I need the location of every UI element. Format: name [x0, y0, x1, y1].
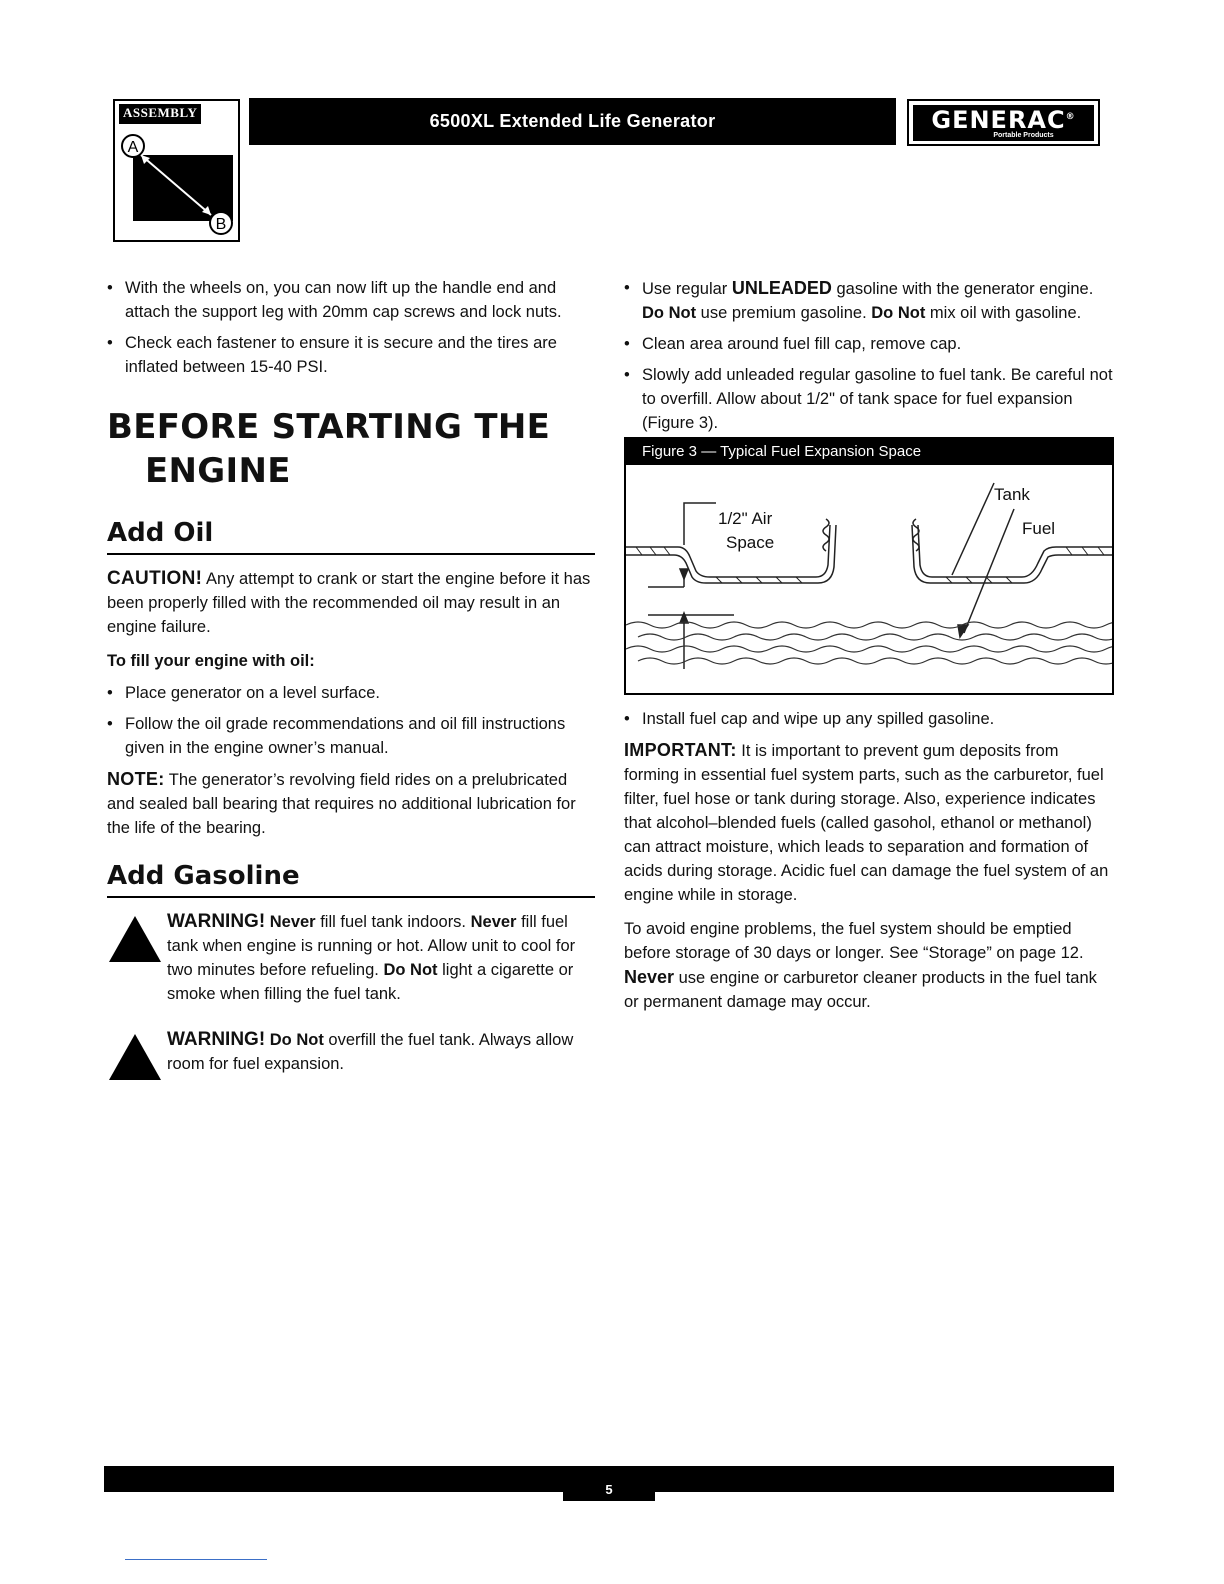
bullet-text: use premium gasoline.: [696, 304, 872, 322]
storage-text: use engine or carburetor cleaner products in the fuel tank or permanent damage may occur.: [624, 969, 1097, 1011]
section-title-line2: ENGINE: [145, 451, 291, 491]
footnote-divider: [125, 1559, 267, 1560]
generac-logo: [907, 99, 1100, 146]
add-gasoline-heading: Add Gasoline: [107, 860, 595, 898]
important-text: It is important to prevent gum deposits from forming in essential fuel system parts, such as the carburetor, fuel filter, fuel hose or tank during storage. Also, experience indicates that alcohol–blended fuels (called gasohol, ethanol or methanol) can attract moisture, which leads to separation and formation of acids during storage. Acidic fuel can damage the fuel system of an engine while in storage.: [624, 742, 1109, 904]
air-space-label-line1: 1/2" Air: [718, 509, 773, 528]
warning-text: fill fuel tank indoors.: [315, 913, 471, 931]
warning-overfill: [107, 1028, 595, 1076]
bullet-text: mix oil with gasoline.: [925, 304, 1082, 322]
warning-triangle-icon: [107, 1032, 163, 1082]
list-item: [624, 276, 1114, 325]
air-space-label-line2: Space: [726, 533, 775, 552]
brand-name: GENERAC: [931, 106, 1066, 134]
do-not-emphasis: Do Not: [871, 304, 926, 322]
section-title: [107, 405, 595, 493]
assembly-a-to-b-icon: [119, 129, 237, 237]
warning-fuel-indoors: [107, 910, 595, 1006]
brand-registered-mark: ®: [1065, 112, 1076, 122]
warning-emphasis: Do Not: [265, 1031, 324, 1049]
warning-text: fill fuel tank when engine is running or hot. Allow unit to cool for two minutes before refueling.: [167, 913, 576, 979]
storage-text: To avoid engine problems, the fuel system should be emptied before storage of 30 days or longer. See “Storage” on page 12.: [624, 920, 1084, 962]
oil-bullet-list: [107, 681, 595, 760]
gasoline-bullet-list: [624, 276, 1114, 435]
fuel-expansion-diagram: [626, 465, 1112, 693]
note-text: The generator’s revolving field rides on a prelubricated and sealed ball bearing that requires no additional lubrication for the life of the bearing.: [107, 771, 576, 837]
warning-emphasis: Do Not: [383, 961, 438, 979]
unleaded-emphasis: UNLEADED: [731, 278, 832, 298]
do-not-emphasis: Do Not: [642, 304, 697, 322]
bullet-text: Use regular: [642, 280, 732, 298]
assembly-section-icon: [113, 99, 240, 242]
list-item: • Place generator on a level surface.: [107, 681, 595, 705]
document-title: 6500XL Extended Life Generator: [429, 111, 716, 131]
caution-paragraph: [107, 567, 595, 639]
fuel-cap-bullet-list: [624, 707, 1114, 731]
caution-label: CAUTION!: [107, 568, 203, 589]
important-paragraph: [624, 738, 1114, 907]
list-item: • With the wheels on, you can now lift up the handle end and attach the support leg with 20mm cap screws and lock nuts.: [107, 276, 595, 324]
warning-emphasis: Never: [265, 913, 316, 931]
list-item: • Check each fastener to ensure it is secure and the tires are inflated between 15-40 PSI.: [107, 331, 595, 379]
note-label: NOTE:: [107, 769, 165, 789]
page-number: 5: [563, 1477, 655, 1501]
warning-label: WARNING!: [167, 911, 266, 932]
oil-fill-subheading: To fill your engine with oil:: [107, 652, 315, 670]
right-column: [624, 276, 1114, 1024]
list-item: • Clean area around fuel fill cap, remove cap.: [624, 332, 1114, 356]
never-emphasis: Never: [624, 967, 675, 987]
add-oil-heading: Add Oil: [107, 517, 595, 555]
point-b-label: B: [215, 216, 227, 233]
caution-text: Any attempt to crank or start the engine before it has been properly filled with the recommended oil may result in an engine failure.: [107, 570, 591, 636]
brand-subtitle: Portable Products: [993, 132, 1054, 139]
fuel-label: Fuel: [1022, 519, 1056, 538]
list-item: • Install fuel cap and wipe up any spilled gasoline.: [624, 707, 1114, 731]
warning-text: light a cigarette or smoke when filling the fuel tank.: [167, 961, 574, 1003]
assembly-label: ASSEMBLY: [119, 104, 201, 124]
warning-emphasis: Never: [470, 913, 517, 931]
point-a-label: A: [127, 139, 139, 156]
note-paragraph: [107, 767, 595, 840]
left-column: [107, 276, 595, 1076]
warning-label: WARNING!: [167, 1029, 266, 1050]
section-title-line1: BEFORE STARTING THE: [107, 407, 551, 447]
intro-bullet-list: [107, 276, 595, 379]
list-item: • Follow the oil grade recommendations and oil fill instructions given in the engine owner’s manual.: [107, 712, 595, 760]
figure-3-fuel-expansion: [624, 437, 1114, 695]
storage-paragraph: [624, 917, 1114, 1014]
document-title-bar: [249, 98, 896, 145]
warning-text: overfill the fuel tank. Always allow room for fuel expansion.: [167, 1031, 574, 1073]
bullet-text: gasoline with the generator engine.: [831, 280, 1094, 298]
important-label: IMPORTANT:: [624, 740, 737, 760]
list-item: • Slowly add unleaded regular gasoline to fuel tank. Be careful not to overfill. Allow about 1/2" of tank space for fuel expansion (Figure 3).: [624, 363, 1114, 435]
warning-triangle-icon: [107, 914, 163, 964]
tank-label: Tank: [994, 485, 1030, 504]
figure-title: Figure 3 — Typical Fuel Expansion Space: [626, 439, 1112, 465]
